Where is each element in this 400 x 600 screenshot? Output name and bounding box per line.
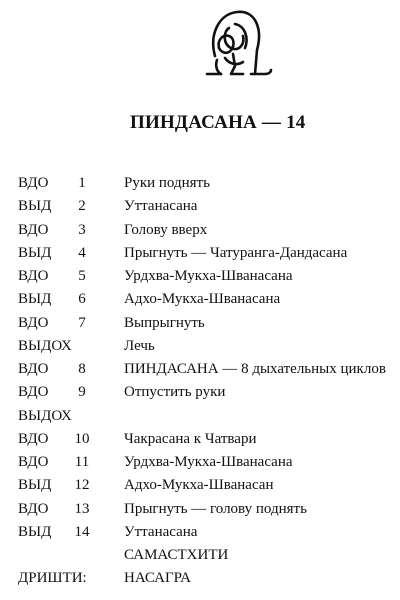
- step-breath: ВДО: [18, 500, 49, 517]
- step-row: [0, 288, 400, 311]
- step-breath: ВЫДОХ: [18, 407, 72, 424]
- step-breath: ВЫД: [18, 244, 52, 261]
- step-action: ПИНДАСАНА — 8 дыхательных циклов: [124, 361, 386, 377]
- step-number: 5: [78, 268, 86, 284]
- step-row: [0, 172, 400, 195]
- step-row: [0, 242, 400, 265]
- vinyasa-step-list: [0, 172, 400, 544]
- step-action: Голову вверх: [124, 221, 208, 238]
- step-row: [0, 451, 400, 474]
- step-number: 13: [74, 500, 90, 517]
- step-number: 7: [78, 314, 86, 331]
- drishti-row: [0, 567, 400, 590]
- step-row: [0, 428, 400, 451]
- step-breath: ВЫД: [18, 477, 52, 494]
- samasthiti-row: [0, 544, 400, 567]
- step-action: Лечь: [124, 337, 155, 354]
- samasthiti-label: САМАСТХИТИ: [124, 547, 229, 563]
- step-action: Урдхва-Мукха-Шванасана: [124, 268, 293, 284]
- step-row: [0, 405, 400, 428]
- step-breath: ВДО: [18, 384, 49, 401]
- step-number: 1: [78, 175, 86, 191]
- step-breath: ВДО: [18, 221, 49, 238]
- step-row: [0, 381, 400, 404]
- step-number: 4: [78, 244, 86, 261]
- step-row: [0, 498, 400, 521]
- step-action: Урдхва-Мукха-Шванасана: [124, 454, 293, 470]
- step-breath: ВДО: [18, 314, 49, 331]
- step-action: Выпрыгнуть: [124, 314, 205, 331]
- drishti-value: НАСАГРА: [124, 570, 191, 586]
- drishti-label: ДРИШТИ:: [18, 570, 87, 586]
- step-action: Уттанасана: [124, 198, 198, 215]
- step-row: [0, 474, 400, 497]
- step-number: 6: [78, 291, 86, 308]
- step-action: Адхо-Мукха-Шванасан: [124, 477, 274, 494]
- step-breath: ВЫД: [18, 291, 52, 308]
- step-breath: ВДО: [18, 361, 49, 377]
- pindasana-pose-figure-icon: [195, 4, 275, 80]
- step-action: Чакрасана к Чатвари: [124, 430, 257, 447]
- step-breath: ВДО: [18, 430, 49, 447]
- step-number: 12: [74, 477, 90, 494]
- step-row: [0, 312, 400, 335]
- page-title: ПИНДАСАНА — 14: [130, 112, 306, 133]
- step-action: Прыгнуть — Чатуранга-Дандасана: [124, 244, 348, 261]
- step-row: [0, 219, 400, 242]
- step-number: 3: [78, 221, 86, 238]
- step-number: 2: [78, 198, 86, 215]
- step-action: Руки поднять: [124, 175, 210, 191]
- step-number: 8: [78, 361, 86, 377]
- step-row: [0, 195, 400, 218]
- step-number: 14: [74, 523, 90, 540]
- step-row: [0, 265, 400, 288]
- step-row: [0, 335, 400, 358]
- step-row: [0, 358, 400, 381]
- step-breath: ВЫД: [18, 523, 52, 540]
- step-number: 10: [74, 430, 90, 447]
- step-breath: ВДО: [18, 454, 49, 470]
- step-breath: ВДО: [18, 268, 49, 284]
- step-number: 11: [74, 454, 90, 470]
- step-action: Адхо-Мукха-Шванасана: [124, 291, 281, 308]
- step-number: 9: [78, 384, 86, 401]
- step-breath: ВЫДОХ: [18, 337, 72, 354]
- step-action: Отпустить руки: [124, 384, 226, 401]
- step-breath: ВЫД: [18, 198, 52, 215]
- step-action: Уттанасана: [124, 523, 198, 540]
- step-action: Прыгнуть — голову поднять: [124, 500, 307, 517]
- step-row: [0, 521, 400, 544]
- step-breath: ВДО: [18, 175, 49, 191]
